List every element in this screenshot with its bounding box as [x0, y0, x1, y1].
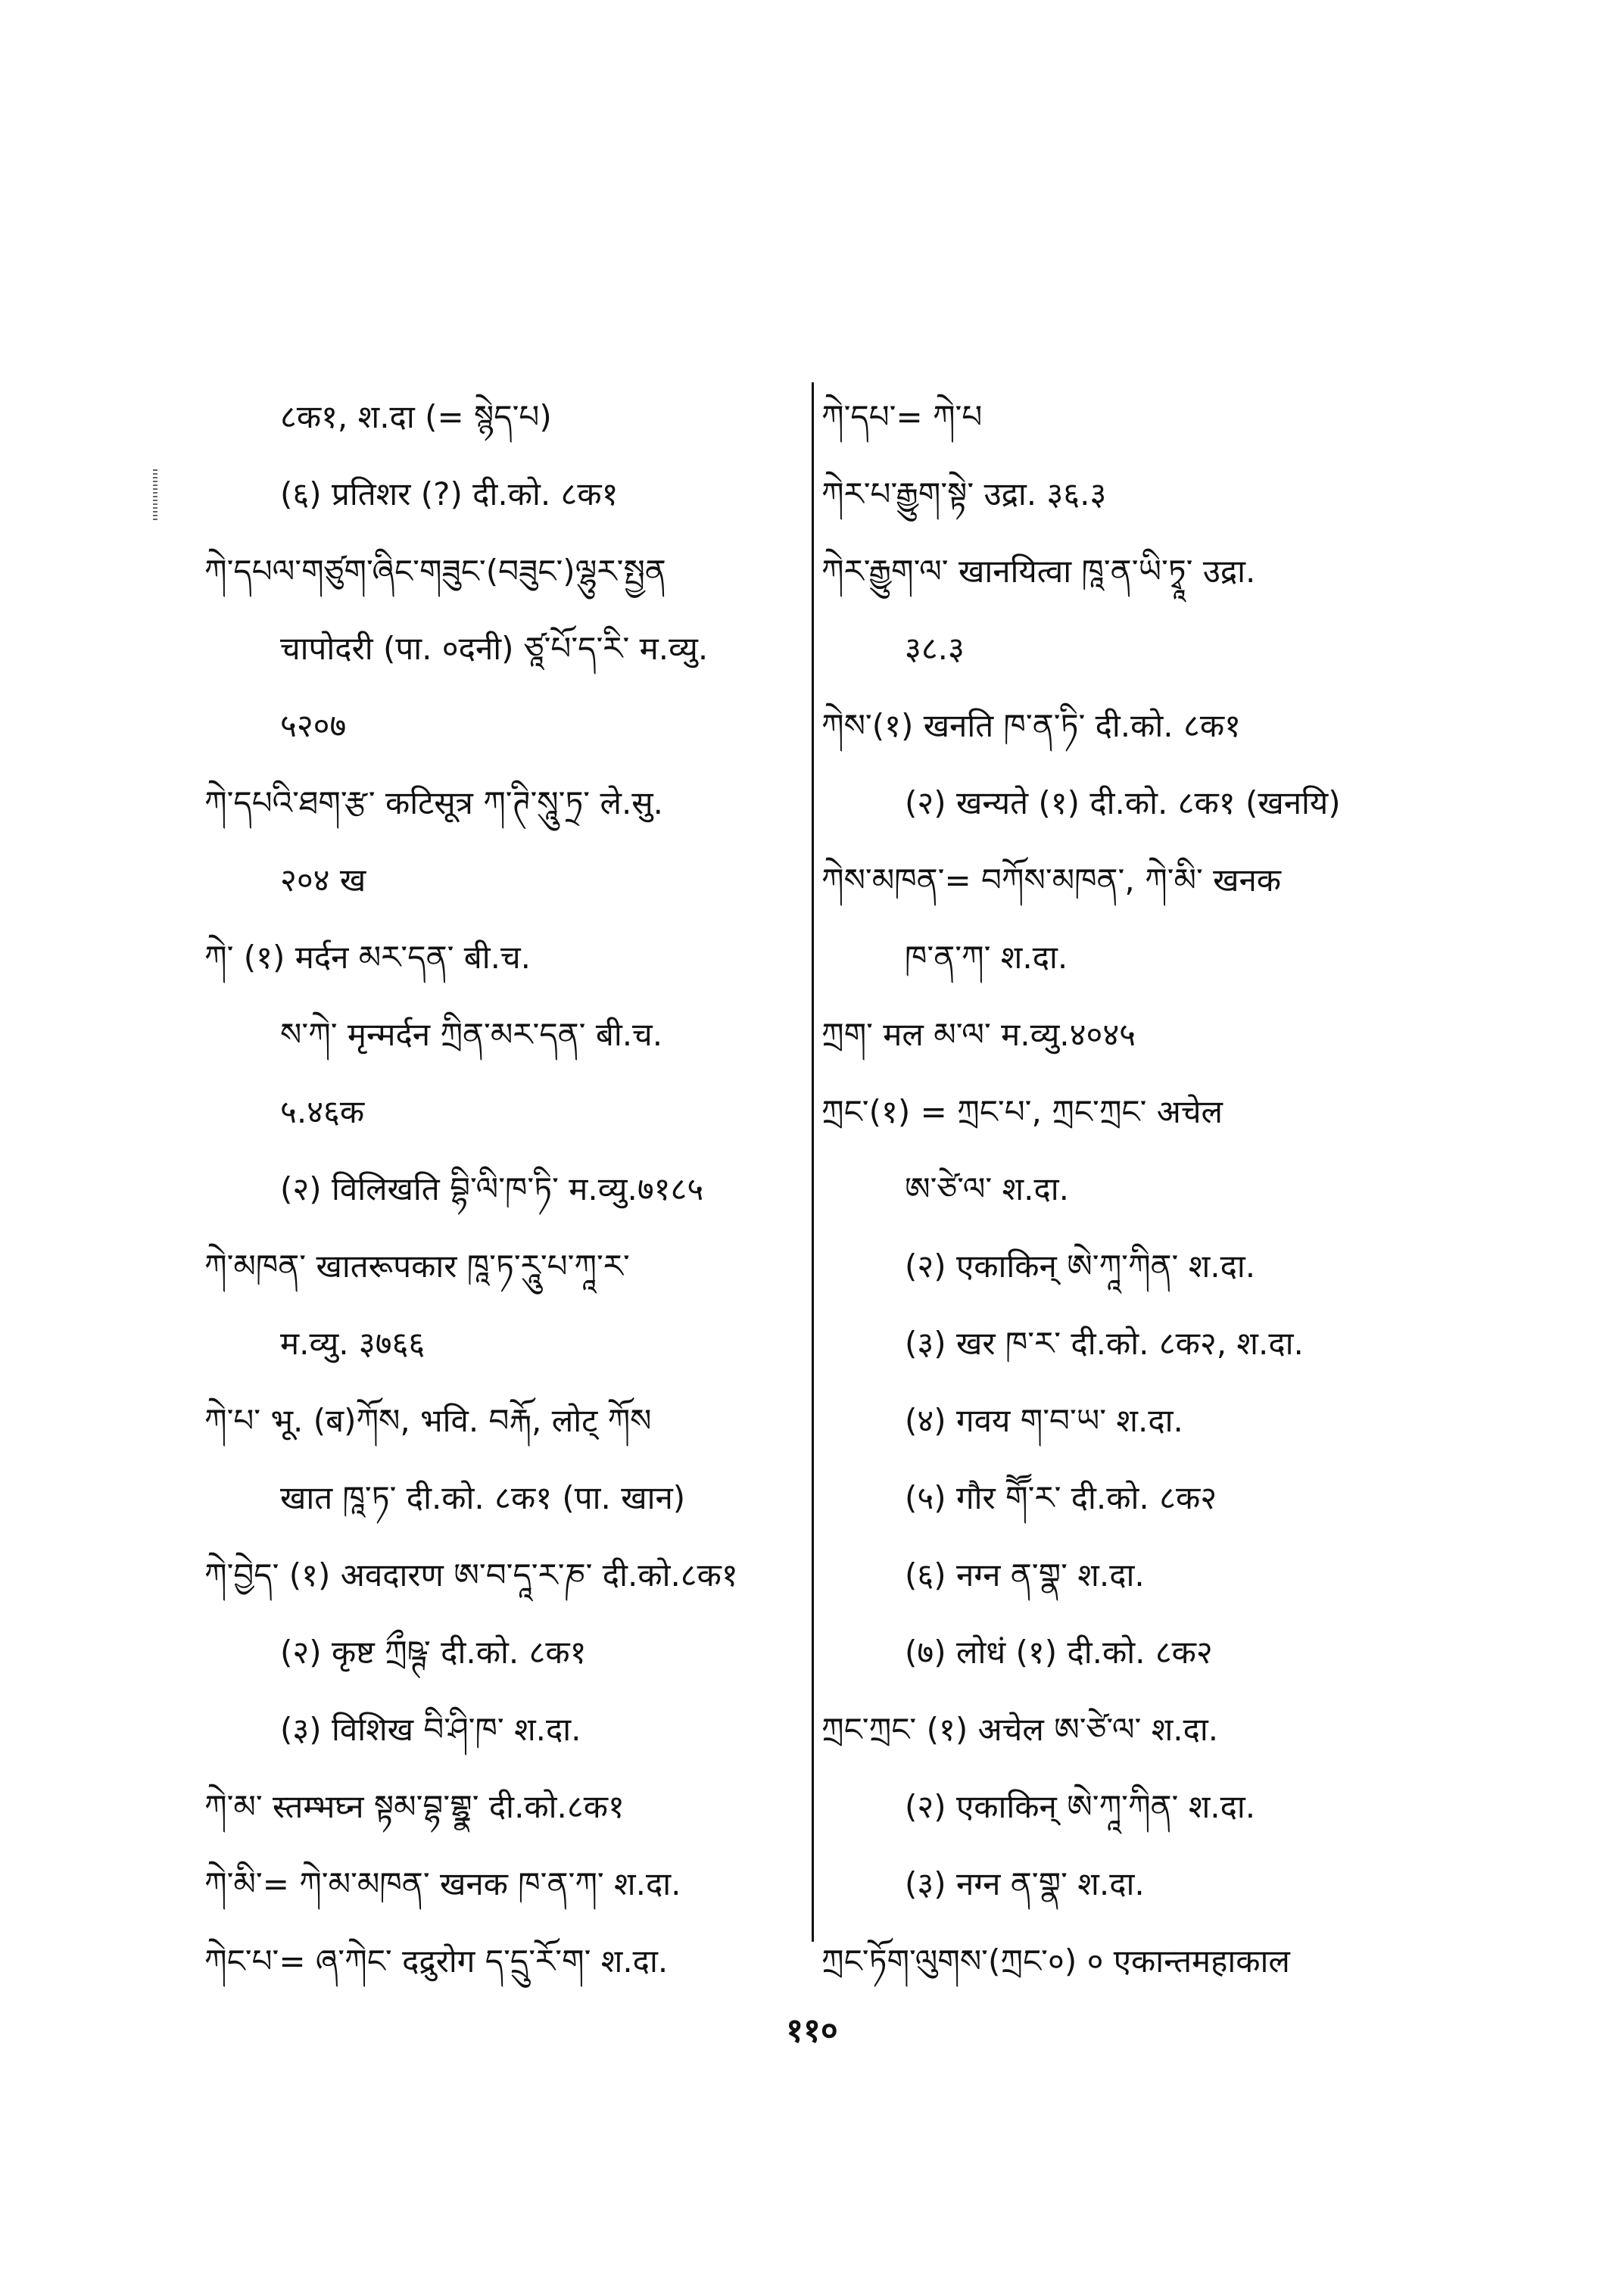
entry-line: २०४ ख: [280, 861, 366, 899]
entry-line: (३) खर ཁ་ར་ दी.को. ८क२, श.दा.: [905, 1325, 1304, 1362]
entry-line: ८क१, श.दा (= སྙེད་པ): [280, 398, 552, 435]
column-divider: [812, 382, 814, 1942]
entry-line: ཀེས་(१) खनति ཁ་ན་ཏི་ दी.को. ८क१: [821, 707, 1241, 744]
entry-line: (२) एकाकिन् ཨེ་ཀཱ་ཀིན་ श.दा.: [905, 1788, 1256, 1825]
entry-line: ཀེ་དཔལ་གཙུག་ཞིང་གཟུང་(བཟུང་)ལྷུར་སྤྱན: [204, 553, 666, 590]
entry-line: ཀེས་མཁན་= བཀོས་མཁན་, ཀེ་མི་ खनक: [821, 861, 1282, 899]
entry-line: ५.४६क: [280, 1093, 365, 1130]
entry-line: (३) नग्न ན་གྣ་ श.दा.: [905, 1865, 1145, 1902]
entry-line: ཀེ་པ་ भू. (ब)ཀོས, भवि. བརྐོ, लोट् ཀོས: [204, 1402, 652, 1439]
entry-line: (६) नग्न ན་གྣ་ श.दा.: [905, 1556, 1145, 1594]
entry-line: ཀེང་པ་= ཞ་ཀེང་ दद्रुरोग ད་དྲུ་རོ་ག་ श.दा.: [204, 1943, 669, 1980]
entry-line: ཨ་ཙེ་ལ་ श.दा.: [905, 1170, 1069, 1207]
entry-line: (४) गवय ག་བ་ཡ་ श.दा.: [905, 1402, 1183, 1439]
entry-line: ཀེ་ (१) मर्दन མར་དན་ बी.च.: [204, 939, 531, 976]
entry-line: ཀེ་དཔ་= ཀེ་པ: [821, 398, 983, 435]
entry-line: ཀྲང་(१) = ཀྲང་པ་, ཀྲང་ཀྲང་ अचेल: [821, 1093, 1223, 1130]
entry-line: ཁ་ན་ཀ་ श.दा.: [905, 939, 1068, 976]
entry-line: (२) कृष्ट ཀྲྀཥྚ་ दी.को. ८क१: [280, 1634, 587, 1671]
entry-line: चापोदरी (पा. ०दनी) ཙཱ་པོ་ད་རི་ म.व्यु.: [280, 630, 709, 667]
entry-line: ཀྲང་ཏོག་ལུགས་(ཀྲང་०) ० एकान्तमहाकाल: [821, 1943, 1290, 1980]
entry-line: (५) गौर གཽ་ར་ दी.को. ८क२: [905, 1479, 1217, 1516]
entry-line: (३) विशिख བི་ཤི་ཁ་ श.दा.: [280, 1711, 581, 1748]
entry-line: (२) एकाकिन् ཨེ་ཀཱ་ཀིན་ श.दा.: [905, 1248, 1256, 1285]
page-number: ११०: [786, 2011, 838, 2050]
entry-line: ཀྲག་ मल མ་ལ་ म.व्यु.४०४५: [821, 1016, 1136, 1053]
entry-line: ཀྲང་ཀྲང་ (१) अचेल ཨ་ཙེ་ལ་ श.दा.: [821, 1711, 1219, 1748]
entry-line: (२) विलिखति བྷི་ལི་ཁ་ཏི་ म.व्यु.७१८५: [280, 1170, 704, 1207]
right-column: [821, 379, 1442, 2000]
entry-line: ས་ཀེ་ मृन्मर्दन ཀྲིན་མར་དན་ बी.च.: [280, 1016, 663, 1053]
entry-line: (६) प्रतिशर (?) दी.को. ८क१: [280, 475, 619, 512]
entry-line: (२) खन्यते (१) दी.को. ८क१ (खनयि): [905, 784, 1341, 821]
entry-line: (७) लोधं (१) दी.को. ८क२: [905, 1634, 1213, 1671]
entry-line: ཀེར་རྒྱུག་ལ་ खानयित्वा ཁཱ་ན་ཡི་ཏྭཱ་ उद्रा.: [821, 553, 1256, 590]
entry-line: ३८.३: [905, 630, 965, 667]
margin-marks: [153, 469, 157, 522]
entry-line: ५२०७: [280, 707, 347, 744]
entry-line: ཀེ་མ་ स्तम्भघ्न སྟམ་བྷ་གྷྣ་ दी.को.८क१: [204, 1788, 625, 1825]
entry-line: ཀེ་མི་= ཀེ་མ་མཁན་ खनक ཁ་ན་ཀ་ श.दा.: [204, 1865, 681, 1902]
entry-line: ཀེ་བྱེད་ (१) अवदारण ཨ་བ་དཱ་ར་ཎ་ दी.को.८क१: [204, 1556, 738, 1594]
entry-line: ཀེ་དཔའི་ཐག་རྩ་ कटिसूत्र ཀ་ཊི་སཱུ་ཏྲ་ ले.सु.: [204, 784, 664, 821]
entry-line: ཀེར་པ་རྒྱུག་སྟེ་ उद्रा. ३६.३: [821, 475, 1107, 512]
entry-line: म.व्यु. ३७६६: [280, 1325, 425, 1362]
entry-line: ཀེ་མཁན་ खातरूपकार ཁཱ་ཏ་རཱུ་པ་ཀཱ་ར་: [204, 1248, 630, 1285]
left-column: [204, 379, 787, 2000]
entry-line: खात ཁཱ་ཏ་ दी.को. ८क१ (पा. खान): [280, 1479, 686, 1516]
